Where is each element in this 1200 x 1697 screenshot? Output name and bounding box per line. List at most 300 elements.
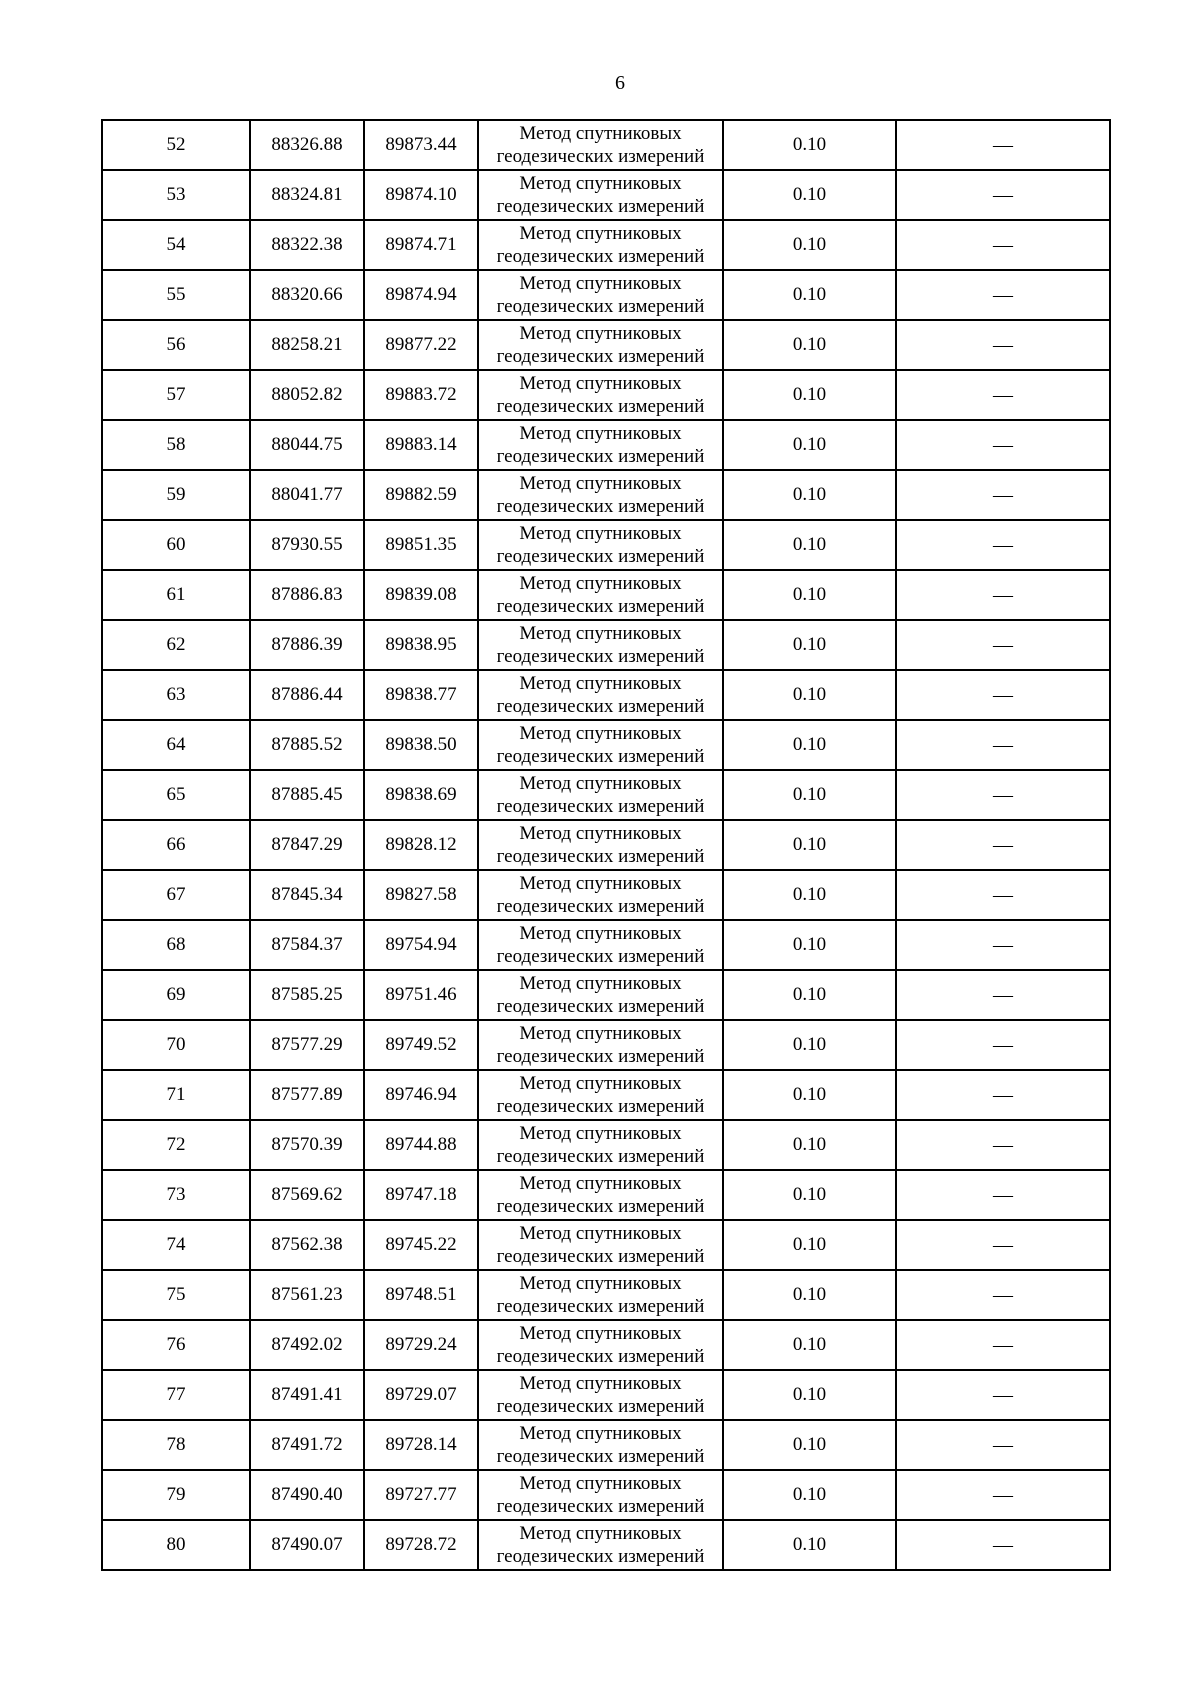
method-text: Метод спутниковых геодезических измерений bbox=[496, 1123, 705, 1167]
accuracy-text: 0.10 bbox=[792, 634, 827, 655]
point-number-cell bbox=[102, 720, 250, 770]
method-text: Метод спутниковых геодезических измерений bbox=[496, 1373, 705, 1417]
accuracy-text: 0.10 bbox=[792, 1534, 827, 1555]
accuracy-cell bbox=[723, 1370, 896, 1420]
accuracy-cell bbox=[723, 820, 896, 870]
method-text: Метод спутниковых геодезических измерений bbox=[496, 423, 705, 467]
table-row bbox=[102, 770, 1110, 820]
accuracy-text: 0.10 bbox=[792, 534, 827, 555]
description-text: — bbox=[993, 1483, 1013, 1506]
description-cell bbox=[896, 270, 1110, 320]
description-cell bbox=[896, 520, 1110, 570]
table-row bbox=[102, 1320, 1110, 1370]
description-cell bbox=[896, 920, 1110, 970]
point-number-cell bbox=[102, 270, 250, 320]
x-coordinate-cell bbox=[250, 1320, 364, 1370]
x-coordinate-cell bbox=[250, 1470, 364, 1520]
point-number-cell bbox=[102, 1170, 250, 1220]
y-coordinate-cell bbox=[364, 270, 478, 320]
point-number-cell bbox=[102, 1370, 250, 1420]
description-cell bbox=[896, 170, 1110, 220]
x-coordinate-text: 87561.23 bbox=[271, 1284, 343, 1305]
x-coordinate-text: 88041.77 bbox=[271, 484, 343, 505]
y-coordinate-cell bbox=[364, 1120, 478, 1170]
y-coordinate-cell bbox=[364, 1470, 478, 1520]
y-coordinate-cell bbox=[364, 820, 478, 870]
table-row bbox=[102, 320, 1110, 370]
y-coordinate-text: 89874.94 bbox=[385, 284, 457, 305]
description-text: — bbox=[993, 1383, 1013, 1406]
method-text: Метод спутниковых геодезических измерений bbox=[496, 1223, 705, 1267]
method-text: Метод спутниковых геодезических измерений bbox=[496, 923, 705, 967]
y-coordinate-cell bbox=[364, 220, 478, 270]
table-row bbox=[102, 1220, 1110, 1270]
point-number-text: 79 bbox=[166, 1484, 186, 1505]
accuracy-cell bbox=[723, 870, 896, 920]
description-text: — bbox=[993, 1333, 1013, 1356]
y-coordinate-cell bbox=[364, 1520, 478, 1570]
table-row bbox=[102, 1420, 1110, 1470]
method-cell bbox=[478, 1020, 723, 1070]
description-cell bbox=[896, 1170, 1110, 1220]
accuracy-cell bbox=[723, 970, 896, 1020]
point-number-cell bbox=[102, 1470, 250, 1520]
x-coordinate-cell bbox=[250, 1420, 364, 1470]
accuracy-text: 0.10 bbox=[792, 184, 827, 205]
accuracy-text: 0.10 bbox=[792, 1034, 827, 1055]
x-coordinate-text: 87490.40 bbox=[271, 1484, 343, 1505]
y-coordinate-cell bbox=[364, 620, 478, 670]
description-text: — bbox=[993, 333, 1013, 356]
accuracy-cell bbox=[723, 570, 896, 620]
method-text: Метод спутниковых геодезических измерений bbox=[496, 1173, 705, 1217]
description-text: — bbox=[993, 833, 1013, 856]
y-coordinate-text: 89838.69 bbox=[385, 784, 457, 805]
accuracy-cell bbox=[723, 1170, 896, 1220]
coordinates-table bbox=[101, 119, 1111, 1571]
y-coordinate-cell bbox=[364, 920, 478, 970]
method-cell bbox=[478, 120, 723, 170]
y-coordinate-text: 89745.22 bbox=[385, 1234, 457, 1255]
description-cell bbox=[896, 720, 1110, 770]
accuracy-text: 0.10 bbox=[792, 434, 827, 455]
point-number-cell bbox=[102, 420, 250, 470]
point-number-text: 68 bbox=[166, 934, 186, 955]
accuracy-text: 0.10 bbox=[792, 834, 827, 855]
accuracy-cell bbox=[723, 270, 896, 320]
table-row bbox=[102, 970, 1110, 1020]
accuracy-cell bbox=[723, 920, 896, 970]
accuracy-cell bbox=[723, 120, 896, 170]
method-cell bbox=[478, 370, 723, 420]
table-row bbox=[102, 1470, 1110, 1520]
method-text: Метод спутниковых геодезических измерений bbox=[496, 323, 705, 367]
x-coordinate-text: 87562.38 bbox=[271, 1234, 343, 1255]
point-number-cell bbox=[102, 120, 250, 170]
accuracy-text: 0.10 bbox=[792, 1184, 827, 1205]
method-cell bbox=[478, 1520, 723, 1570]
x-coordinate-cell bbox=[250, 520, 364, 570]
method-text: Метод спутниковых геодезических измерений bbox=[496, 973, 705, 1017]
x-coordinate-cell bbox=[250, 1370, 364, 1420]
accuracy-text: 0.10 bbox=[792, 1484, 827, 1505]
description-cell bbox=[896, 1020, 1110, 1070]
description-text: — bbox=[993, 133, 1013, 156]
y-coordinate-text: 89874.10 bbox=[385, 184, 457, 205]
description-text: — bbox=[993, 633, 1013, 656]
y-coordinate-text: 89883.72 bbox=[385, 384, 457, 405]
point-number-cell bbox=[102, 370, 250, 420]
point-number-text: 74 bbox=[166, 1234, 186, 1255]
point-number-cell bbox=[102, 1070, 250, 1120]
accuracy-text: 0.10 bbox=[792, 1334, 827, 1355]
method-text: Метод спутниковых геодезических измерений bbox=[496, 1273, 705, 1317]
point-number-cell bbox=[102, 1520, 250, 1570]
x-coordinate-cell bbox=[250, 970, 364, 1020]
table-row bbox=[102, 370, 1110, 420]
description-text: — bbox=[993, 483, 1013, 506]
y-coordinate-text: 89748.51 bbox=[385, 1284, 457, 1305]
description-text: — bbox=[993, 1183, 1013, 1206]
y-coordinate-text: 89828.12 bbox=[385, 834, 457, 855]
x-coordinate-text: 87845.34 bbox=[271, 884, 343, 905]
point-number-cell bbox=[102, 470, 250, 520]
coordinates-table-body bbox=[102, 120, 1110, 1570]
point-number-cell bbox=[102, 570, 250, 620]
accuracy-cell bbox=[723, 420, 896, 470]
point-number-cell bbox=[102, 620, 250, 670]
y-coordinate-cell bbox=[364, 870, 478, 920]
point-number-cell bbox=[102, 820, 250, 870]
y-coordinate-text: 89838.50 bbox=[385, 734, 457, 755]
description-text: — bbox=[993, 1083, 1013, 1106]
point-number-text: 57 bbox=[166, 384, 186, 405]
x-coordinate-text: 88326.88 bbox=[271, 134, 343, 155]
x-coordinate-cell bbox=[250, 320, 364, 370]
x-coordinate-text: 87885.52 bbox=[271, 734, 343, 755]
method-cell bbox=[478, 1470, 723, 1520]
accuracy-cell bbox=[723, 1020, 896, 1070]
y-coordinate-cell bbox=[364, 320, 478, 370]
y-coordinate-cell bbox=[364, 420, 478, 470]
accuracy-cell bbox=[723, 220, 896, 270]
x-coordinate-text: 87491.41 bbox=[271, 1384, 343, 1405]
x-coordinate-text: 87886.44 bbox=[271, 684, 343, 705]
point-number-text: 75 bbox=[166, 1284, 186, 1305]
point-number-cell bbox=[102, 220, 250, 270]
method-cell bbox=[478, 920, 723, 970]
method-cell bbox=[478, 520, 723, 570]
point-number-text: 61 bbox=[166, 584, 186, 605]
y-coordinate-cell bbox=[364, 770, 478, 820]
y-coordinate-text: 89754.94 bbox=[385, 934, 457, 955]
method-cell bbox=[478, 220, 723, 270]
point-number-cell bbox=[102, 320, 250, 370]
table-row bbox=[102, 1520, 1110, 1570]
accuracy-cell bbox=[723, 1270, 896, 1320]
y-coordinate-cell bbox=[364, 670, 478, 720]
description-cell bbox=[896, 670, 1110, 720]
description-cell bbox=[896, 620, 1110, 670]
table-row bbox=[102, 870, 1110, 920]
x-coordinate-cell bbox=[250, 1270, 364, 1320]
accuracy-cell bbox=[723, 1220, 896, 1270]
y-coordinate-text: 89827.58 bbox=[385, 884, 457, 905]
accuracy-text: 0.10 bbox=[792, 134, 827, 155]
point-number-text: 76 bbox=[166, 1334, 186, 1355]
description-cell bbox=[896, 370, 1110, 420]
y-coordinate-text: 89839.08 bbox=[385, 584, 457, 605]
accuracy-cell bbox=[723, 170, 896, 220]
description-text: — bbox=[993, 533, 1013, 556]
point-number-cell bbox=[102, 520, 250, 570]
point-number-text: 78 bbox=[166, 1434, 186, 1455]
point-number-text: 66 bbox=[166, 834, 186, 855]
description-cell bbox=[896, 120, 1110, 170]
method-cell bbox=[478, 1120, 723, 1170]
method-cell bbox=[478, 1320, 723, 1370]
accuracy-text: 0.10 bbox=[792, 384, 827, 405]
y-coordinate-cell bbox=[364, 470, 478, 520]
point-number-text: 58 bbox=[166, 434, 186, 455]
method-text: Метод спутниковых геодезических измерений bbox=[496, 1523, 705, 1567]
accuracy-text: 0.10 bbox=[792, 284, 827, 305]
method-cell bbox=[478, 420, 723, 470]
x-coordinate-cell bbox=[250, 920, 364, 970]
point-number-text: 73 bbox=[166, 1184, 186, 1205]
method-cell bbox=[478, 620, 723, 670]
x-coordinate-text: 87584.37 bbox=[271, 934, 343, 955]
point-number-cell bbox=[102, 1270, 250, 1320]
x-coordinate-text: 87492.02 bbox=[271, 1334, 343, 1355]
x-coordinate-text: 88324.81 bbox=[271, 184, 343, 205]
method-text: Метод спутниковых геодезических измерений bbox=[496, 823, 705, 867]
point-number-cell bbox=[102, 1220, 250, 1270]
description-text: — bbox=[993, 1133, 1013, 1156]
table-row bbox=[102, 570, 1110, 620]
y-coordinate-text: 89727.77 bbox=[385, 1484, 457, 1505]
method-cell bbox=[478, 820, 723, 870]
table-row bbox=[102, 620, 1110, 670]
method-cell bbox=[478, 470, 723, 520]
description-text: — bbox=[993, 783, 1013, 806]
y-coordinate-text: 89751.46 bbox=[385, 984, 457, 1005]
y-coordinate-text: 89873.44 bbox=[385, 134, 457, 155]
accuracy-text: 0.10 bbox=[792, 884, 827, 905]
point-number-text: 52 bbox=[166, 134, 186, 155]
table-row bbox=[102, 920, 1110, 970]
table-row bbox=[102, 720, 1110, 770]
method-text: Метод спутниковых геодезических измерений bbox=[496, 1473, 705, 1517]
x-coordinate-cell bbox=[250, 820, 364, 870]
y-coordinate-text: 89851.35 bbox=[385, 534, 457, 555]
description-text: — bbox=[993, 183, 1013, 206]
table-row bbox=[102, 670, 1110, 720]
table-row bbox=[102, 1070, 1110, 1120]
x-coordinate-cell bbox=[250, 470, 364, 520]
y-coordinate-text: 89838.77 bbox=[385, 684, 457, 705]
description-cell bbox=[896, 970, 1110, 1020]
method-cell bbox=[478, 1420, 723, 1470]
table-row bbox=[102, 220, 1110, 270]
method-cell bbox=[478, 970, 723, 1020]
method-text: Метод спутниковых геодезических измерений bbox=[496, 273, 705, 317]
accuracy-text: 0.10 bbox=[792, 684, 827, 705]
description-text: — bbox=[993, 1433, 1013, 1456]
x-coordinate-cell bbox=[250, 1520, 364, 1570]
accuracy-cell bbox=[723, 370, 896, 420]
description-cell bbox=[896, 570, 1110, 620]
table-row bbox=[102, 1120, 1110, 1170]
accuracy-text: 0.10 bbox=[792, 1384, 827, 1405]
x-coordinate-cell bbox=[250, 870, 364, 920]
point-number-text: 60 bbox=[166, 534, 186, 555]
point-number-cell bbox=[102, 920, 250, 970]
y-coordinate-text: 89877.22 bbox=[385, 334, 457, 355]
method-text: Метод спутниковых геодезических измерений bbox=[496, 223, 705, 267]
accuracy-cell bbox=[723, 670, 896, 720]
table-row bbox=[102, 1170, 1110, 1220]
point-number-text: 55 bbox=[166, 284, 186, 305]
description-cell bbox=[896, 1270, 1110, 1320]
table-row bbox=[102, 420, 1110, 470]
method-cell bbox=[478, 170, 723, 220]
x-coordinate-cell bbox=[250, 270, 364, 320]
accuracy-text: 0.10 bbox=[792, 984, 827, 1005]
method-cell bbox=[478, 1270, 723, 1320]
accuracy-cell bbox=[723, 1070, 896, 1120]
description-cell bbox=[896, 1520, 1110, 1570]
x-coordinate-cell bbox=[250, 1220, 364, 1270]
description-cell bbox=[896, 320, 1110, 370]
method-text: Метод спутниковых геодезических измерений bbox=[496, 723, 705, 767]
accuracy-text: 0.10 bbox=[792, 584, 827, 605]
accuracy-cell bbox=[723, 1320, 896, 1370]
y-coordinate-text: 89747.18 bbox=[385, 1184, 457, 1205]
accuracy-text: 0.10 bbox=[792, 734, 827, 755]
point-number-text: 67 bbox=[166, 884, 186, 905]
accuracy-text: 0.10 bbox=[792, 784, 827, 805]
method-text: Метод спутниковых геодезических измерений bbox=[496, 873, 705, 917]
y-coordinate-text: 89882.59 bbox=[385, 484, 457, 505]
x-coordinate-cell bbox=[250, 1170, 364, 1220]
description-cell bbox=[896, 1070, 1110, 1120]
method-cell bbox=[478, 770, 723, 820]
point-number-cell bbox=[102, 1120, 250, 1170]
point-number-cell bbox=[102, 1320, 250, 1370]
method-text: Метод спутниковых геодезических измерений bbox=[496, 473, 705, 517]
point-number-text: 70 bbox=[166, 1034, 186, 1055]
accuracy-text: 0.10 bbox=[792, 1134, 827, 1155]
x-coordinate-cell bbox=[250, 120, 364, 170]
method-text: Метод спутниковых геодезических измерений bbox=[496, 1323, 705, 1367]
x-coordinate-cell bbox=[250, 670, 364, 720]
method-text: Метод спутниковых геодезических измерений bbox=[496, 623, 705, 667]
x-coordinate-cell bbox=[250, 1120, 364, 1170]
y-coordinate-cell bbox=[364, 520, 478, 570]
method-cell bbox=[478, 320, 723, 370]
x-coordinate-cell bbox=[250, 570, 364, 620]
description-cell bbox=[896, 770, 1110, 820]
x-coordinate-cell bbox=[250, 720, 364, 770]
x-coordinate-text: 87847.29 bbox=[271, 834, 343, 855]
y-coordinate-cell bbox=[364, 970, 478, 1020]
description-text: — bbox=[993, 733, 1013, 756]
x-coordinate-cell bbox=[250, 1020, 364, 1070]
accuracy-cell bbox=[723, 720, 896, 770]
y-coordinate-cell bbox=[364, 1220, 478, 1270]
x-coordinate-cell bbox=[250, 220, 364, 270]
method-text: Метод спутниковых геодезических измерений bbox=[496, 123, 705, 167]
accuracy-cell bbox=[723, 620, 896, 670]
description-text: — bbox=[993, 1233, 1013, 1256]
point-number-text: 69 bbox=[166, 984, 186, 1005]
table-row bbox=[102, 820, 1110, 870]
method-text: Метод спутниковых геодезических измерений bbox=[496, 673, 705, 717]
method-text: Метод спутниковых геодезических измерений bbox=[496, 1073, 705, 1117]
y-coordinate-text: 89874.71 bbox=[385, 234, 457, 255]
point-number-text: 65 bbox=[166, 784, 186, 805]
description-cell bbox=[896, 870, 1110, 920]
method-text: Метод спутниковых геодезических измерений bbox=[496, 773, 705, 817]
y-coordinate-cell bbox=[364, 570, 478, 620]
x-coordinate-text: 87885.45 bbox=[271, 784, 343, 805]
method-cell bbox=[478, 1220, 723, 1270]
y-coordinate-cell bbox=[364, 170, 478, 220]
x-coordinate-text: 87886.83 bbox=[271, 584, 343, 605]
page-number: 6 bbox=[615, 72, 625, 94]
method-text: Метод спутниковых геодезических измерений bbox=[496, 173, 705, 217]
x-coordinate-text: 87577.29 bbox=[271, 1034, 343, 1055]
point-number-text: 59 bbox=[166, 484, 186, 505]
accuracy-cell bbox=[723, 1470, 896, 1520]
description-cell bbox=[896, 1370, 1110, 1420]
y-coordinate-cell bbox=[364, 370, 478, 420]
description-text: — bbox=[993, 1533, 1013, 1556]
method-text: Метод спутниковых геодезических измерений bbox=[496, 1423, 705, 1467]
x-coordinate-text: 87570.39 bbox=[271, 1134, 343, 1155]
description-text: — bbox=[993, 583, 1013, 606]
x-coordinate-cell bbox=[250, 170, 364, 220]
y-coordinate-cell bbox=[364, 1420, 478, 1470]
y-coordinate-text: 89883.14 bbox=[385, 434, 457, 455]
table-row bbox=[102, 270, 1110, 320]
point-number-text: 64 bbox=[166, 734, 186, 755]
table-row bbox=[102, 520, 1110, 570]
y-coordinate-text: 89729.07 bbox=[385, 1384, 457, 1405]
accuracy-cell bbox=[723, 470, 896, 520]
accuracy-text: 0.10 bbox=[792, 1084, 827, 1105]
description-cell bbox=[896, 1470, 1110, 1520]
point-number-text: 63 bbox=[166, 684, 186, 705]
y-coordinate-text: 89728.72 bbox=[385, 1534, 457, 1555]
x-coordinate-cell bbox=[250, 620, 364, 670]
description-text: — bbox=[993, 383, 1013, 406]
table-row bbox=[102, 120, 1110, 170]
method-cell bbox=[478, 670, 723, 720]
x-coordinate-cell bbox=[250, 420, 364, 470]
point-number-text: 77 bbox=[166, 1384, 186, 1405]
description-cell bbox=[896, 470, 1110, 520]
point-number-text: 72 bbox=[166, 1134, 186, 1155]
accuracy-text: 0.10 bbox=[792, 934, 827, 955]
accuracy-text: 0.10 bbox=[792, 1434, 827, 1455]
point-number-cell bbox=[102, 870, 250, 920]
table-row bbox=[102, 1270, 1110, 1320]
point-number-cell bbox=[102, 770, 250, 820]
description-text: — bbox=[993, 883, 1013, 906]
x-coordinate-text: 88044.75 bbox=[271, 434, 343, 455]
